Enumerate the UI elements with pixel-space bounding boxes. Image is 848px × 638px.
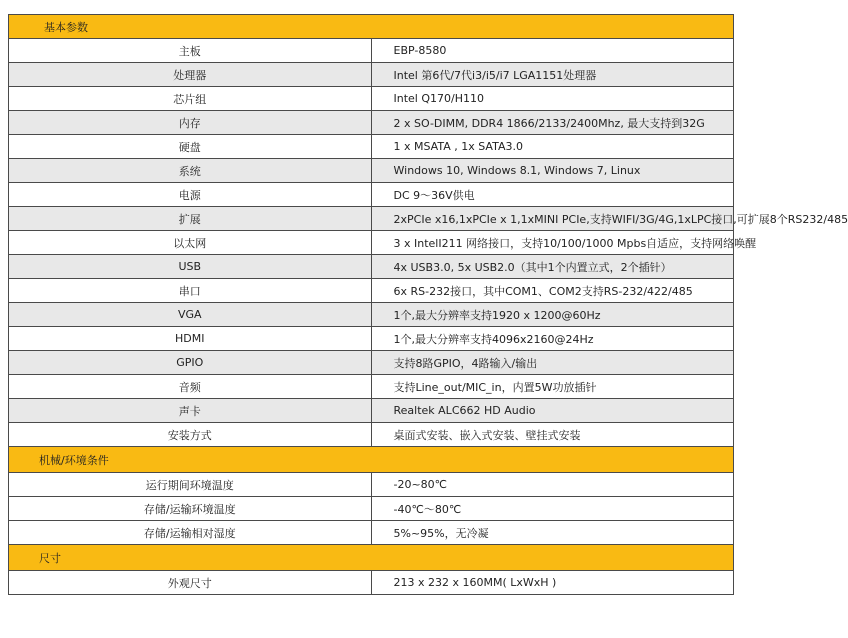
row-value: 支持8路GPIO，4路输入/输出 xyxy=(371,351,734,375)
table-row xyxy=(9,111,734,135)
table-row xyxy=(9,255,734,279)
row-value: 3 x IntelI211 网络接口，支持10/100/1000 Mpbs自适应，支持网络唤醒 xyxy=(371,231,734,255)
section-title: 基本参数 xyxy=(9,15,734,39)
row-value: 4x USB3.0, 5x USB2.0（其中1个内置立式，2个插针） xyxy=(371,255,734,279)
section-title: 机械/环境条件 xyxy=(9,447,734,473)
row-label: 硬盘 xyxy=(9,135,372,159)
row-label: 电源 xyxy=(9,183,372,207)
row-value: Intel Q170/H110 xyxy=(371,87,734,111)
table-row xyxy=(9,351,734,375)
table-row xyxy=(9,207,734,231)
row-value: 支持Line_out/MIC_in，内置5W功放插针 xyxy=(371,375,734,399)
section-header xyxy=(9,447,734,473)
row-label: 声卡 xyxy=(9,399,372,423)
row-value: 213 x 232 x 160MM( LxWxH ) xyxy=(371,571,734,595)
table-row xyxy=(9,327,734,351)
row-label: HDMI xyxy=(9,327,372,351)
row-label: 系统 xyxy=(9,159,372,183)
table-row xyxy=(9,87,734,111)
row-value: 1 x MSATA , 1x SATA3.0 xyxy=(371,135,734,159)
row-value: Intel 第6代/7代i3/i5/i7 LGA1151处理器 xyxy=(371,63,734,87)
table-row xyxy=(9,159,734,183)
row-value: 1个,最大分辨率支持4096x2160@24Hz xyxy=(371,327,734,351)
row-label: 处理器 xyxy=(9,63,372,87)
row-value: 桌面式安装、嵌入式安装、壁挂式安装 xyxy=(371,423,734,447)
row-label: 扩展 xyxy=(9,207,372,231)
row-value: 2 x SO-DIMM, DDR4 1866/2133/2400Mhz, 最大支持到32G xyxy=(371,111,734,135)
table-row xyxy=(9,183,734,207)
row-label: 芯片组 xyxy=(9,87,372,111)
section-header xyxy=(9,15,734,39)
table-row xyxy=(9,303,734,327)
row-value: EBP-8580 xyxy=(371,39,734,63)
section-title: 尺寸 xyxy=(9,545,734,571)
row-value: 5%~95%，无冷凝 xyxy=(371,521,734,545)
section-header xyxy=(9,545,734,571)
row-label: VGA xyxy=(9,303,372,327)
row-label: 串口 xyxy=(9,279,372,303)
row-value: 6x RS-232接口，其中COM1、COM2支持RS-232/422/485 xyxy=(371,279,734,303)
row-label: 运行期间环境温度 xyxy=(9,473,372,497)
row-label: 音频 xyxy=(9,375,372,399)
row-value: -40℃～80℃ xyxy=(371,497,734,521)
row-label: 主板 xyxy=(9,39,372,63)
table-row xyxy=(9,279,734,303)
row-label: 安装方式 xyxy=(9,423,372,447)
spec-table-body xyxy=(9,15,848,595)
table-row xyxy=(9,521,734,545)
table-row xyxy=(9,135,734,159)
row-label: 存储/运输环境温度 xyxy=(9,497,372,521)
table-row xyxy=(9,571,734,595)
row-value: -20~80℃ xyxy=(371,473,734,497)
table-row xyxy=(9,473,734,497)
row-label: GPIO xyxy=(9,351,372,375)
table-row xyxy=(9,399,734,423)
row-label: 内存 xyxy=(9,111,372,135)
spec-table xyxy=(8,14,848,595)
table-row xyxy=(9,39,734,63)
spec-table-grid xyxy=(8,14,848,595)
table-row xyxy=(9,63,734,87)
row-value: DC 9～36V供电 xyxy=(371,183,734,207)
row-label: 以太网 xyxy=(9,231,372,255)
row-value: 1个,最大分辨率支持1920 x 1200@60Hz xyxy=(371,303,734,327)
table-row xyxy=(9,231,734,255)
table-row xyxy=(9,423,734,447)
row-value: Realtek ALC662 HD Audio xyxy=(371,399,734,423)
row-label: USB xyxy=(9,255,372,279)
table-row xyxy=(9,497,734,521)
row-label: 外观尺寸 xyxy=(9,571,372,595)
row-value: 2xPCIe x16,1xPCIe x 1,1xMINI PCIe,支持WIFI/3G/4G,1xLPC接口,可扩展8个RS232/485 xyxy=(371,207,734,231)
table-row xyxy=(9,375,734,399)
row-value: Windows 10, Windows 8.1, Windows 7, Linux xyxy=(371,159,734,183)
row-label: 存储/运输相对湿度 xyxy=(9,521,372,545)
